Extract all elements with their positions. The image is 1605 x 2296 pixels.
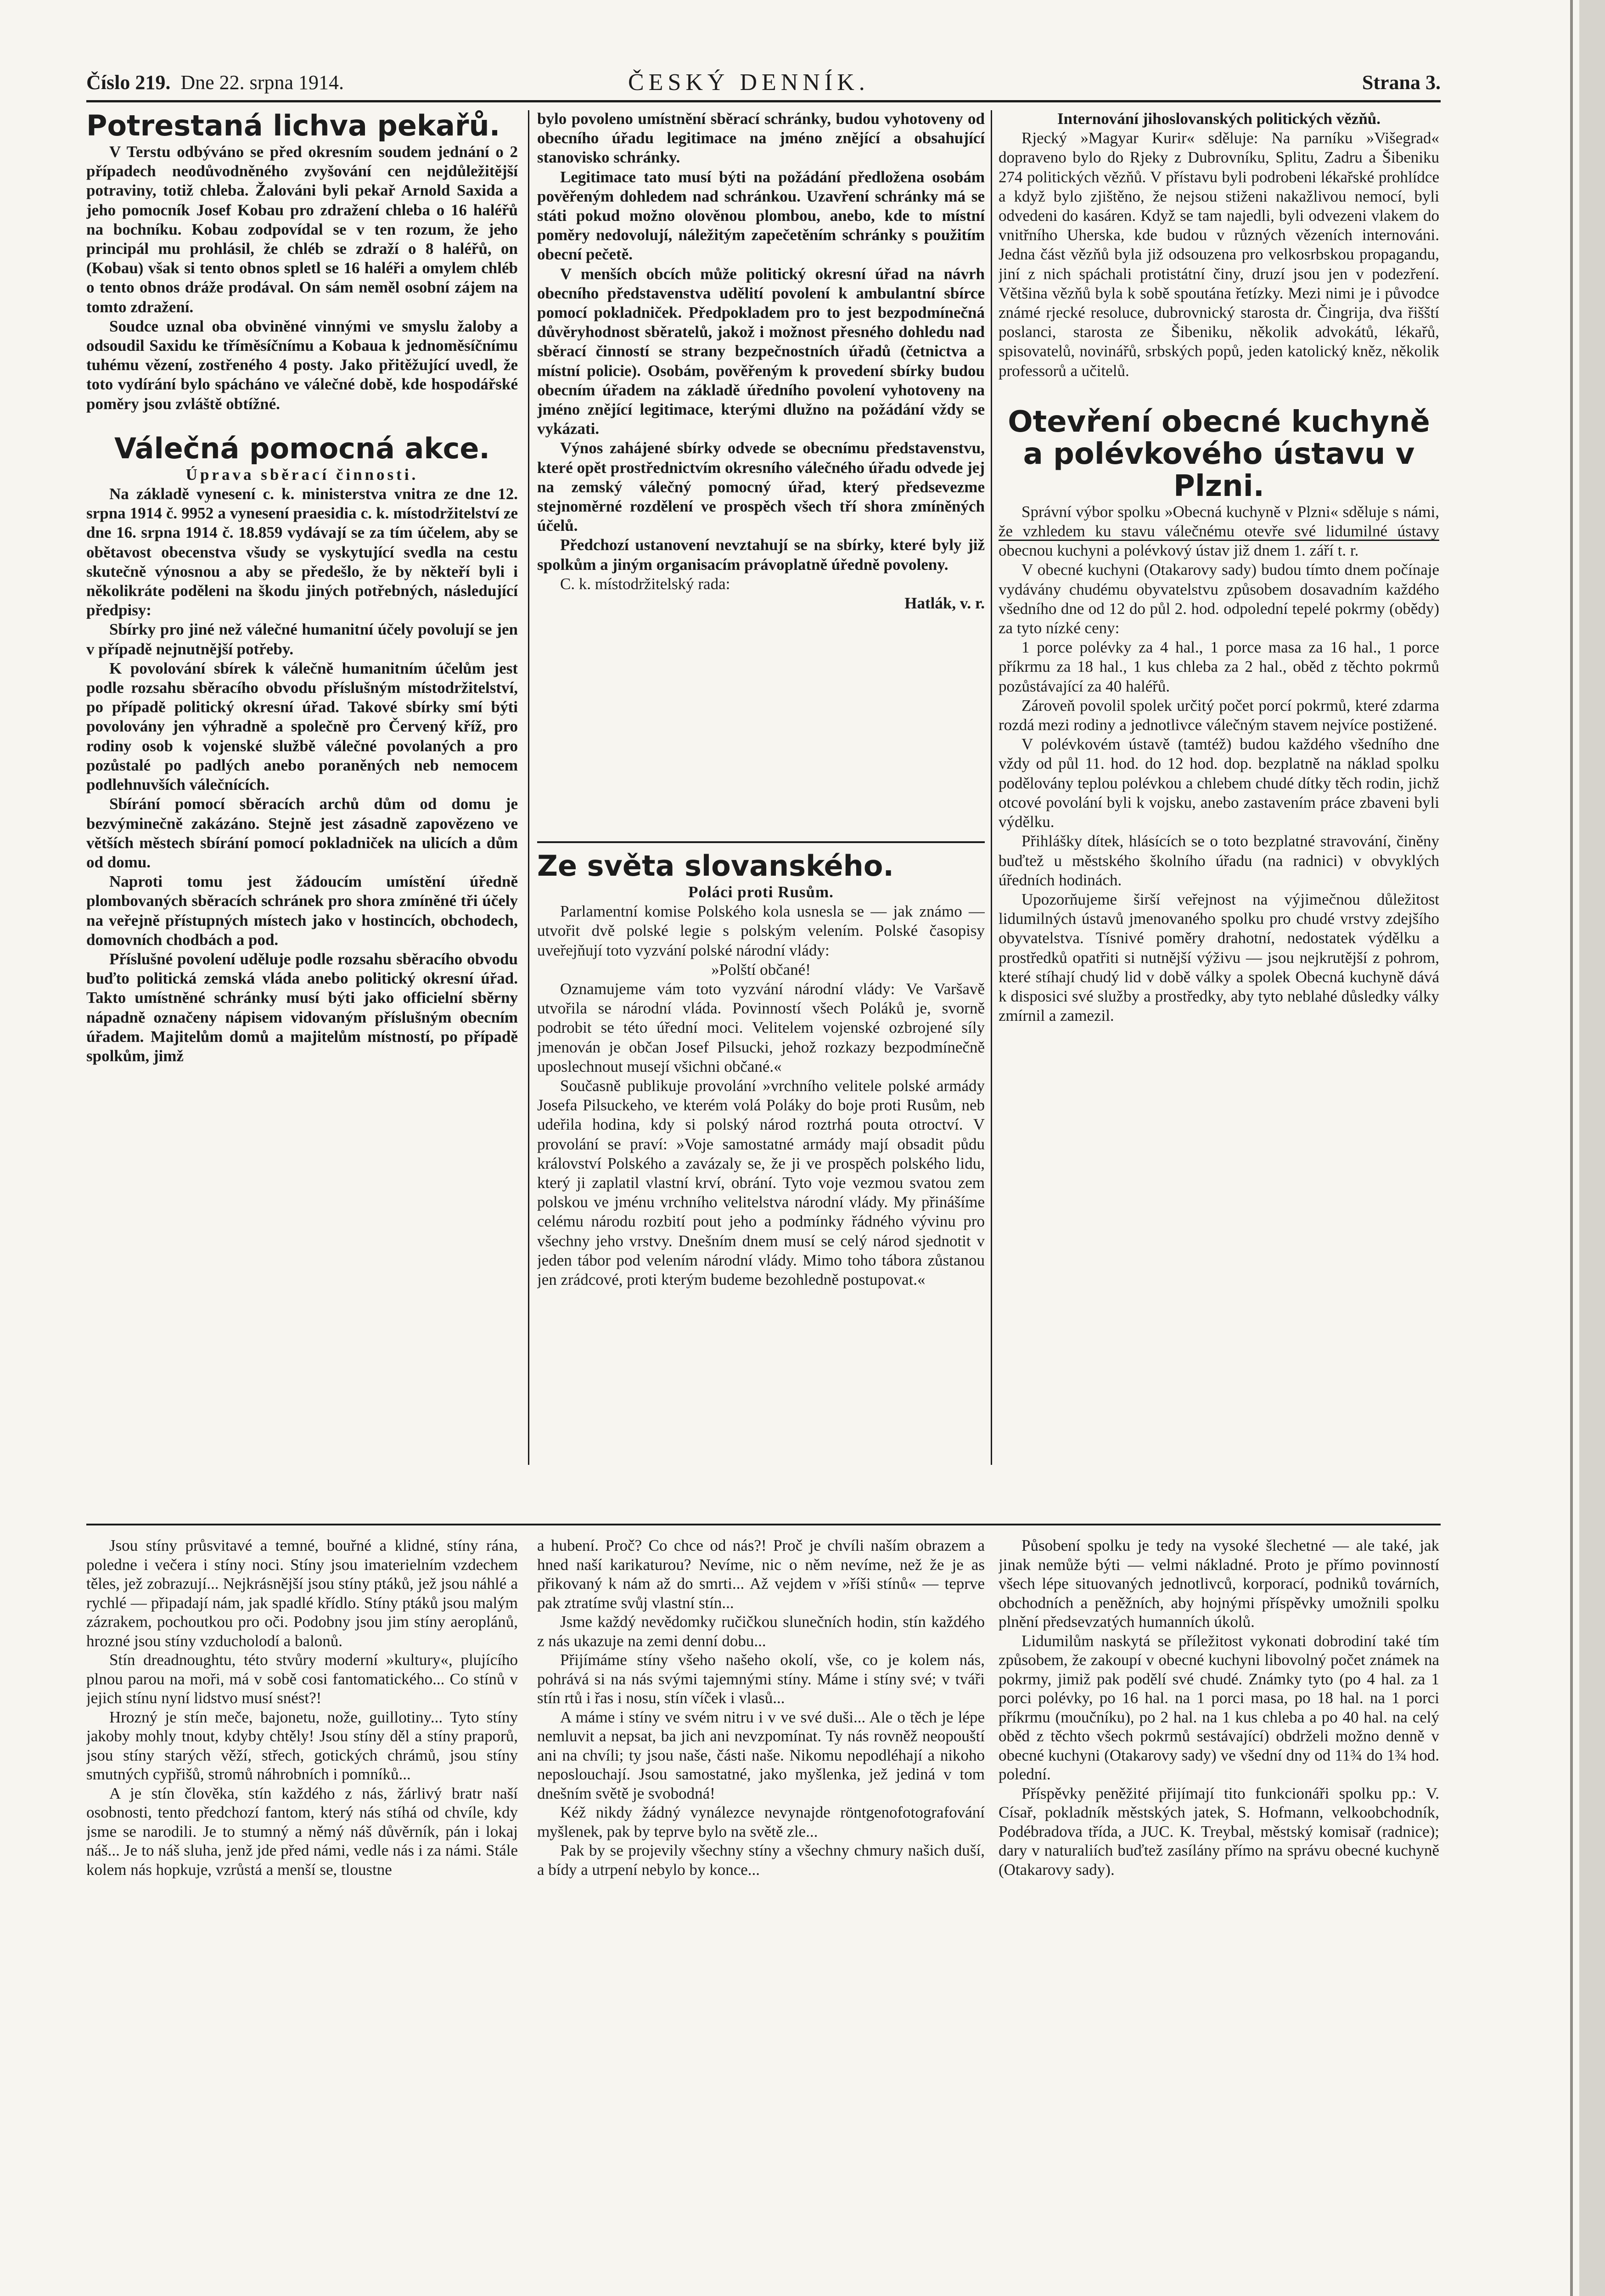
column-2 (537, 109, 985, 816)
binding-edge (1579, 0, 1605, 2296)
section-rule (537, 841, 985, 843)
paragraph: Příslušné povolení uděluje podle rozsahu sběracího obvodu buďto politická zemská vláda anebo politický okresní úřad. Takto umístněné schránky musí býti jako officielní sběrny nápadně označeny nápisem vidovaným příslušným obecním úřadem. Majitelům domů a majitelům místností, po případě spolkům, jimž (86, 950, 518, 1065)
page-header (86, 69, 1441, 101)
paragraph: A je stín člověka, stín každého z nás, žárlivý bratr naší osobnosti, tento předchozí fantom, který nás stíhá od chvíle, kdy jsme se narodili. Je to stumný a němý náš důvěrník, pán i lokaj náš... Je to náš sluha, jenž jde před námi, vedle nás i za námi. Stále kolem nás hopkuje, vzrůstá a menší se, tloustne (86, 1784, 518, 1879)
column-1 (86, 109, 518, 1464)
feuilleton-column-3 (999, 1536, 1439, 2252)
paragraph: Hrozný je stín meče, bajonetu, nože, guillotiny... Tyto stíny jakoby mohly tnout, kdyby chtěly! Jsou stíny děl a stíny praporů, jsou stíny starých věží, střech, gotických chrámů, jsou stíny smutných cypřišů, stromů náhrobních i pomníků... (86, 1708, 518, 1783)
paragraph: Rjecký »Magyar Kurir« sděluje: Na parníku »Višegrad« dopraveno bylo do Rjeky z Dubrovníku, Splitu, Zadru a Šibeniku 274 politických vězňů. V přístavu byli podrobeni lékařské prohlídce a když bylo zjištěno, že nejsou stiženi nakažlivou nemocí, byli odvedeni do kasáren. Když se tam najedli, byli odvezeni vlakem do vnitřního Uherska, kde budou v různých vězeních internováni. Jedna část vězňů byla již odsouzena pro velkosrbskou propagandu, jiní z nich spáchali protistátní činy, druzí jsou jen v podezření. Většina vězňů byla k sobě spoutána řetízky. Mezi nimi je i původce známé rjecké resoluce, dubrovnický starosta dr. Čingrija, dva řišští poslanci, starosta ze Šibeniku, několik advokátů, lékařů, spisovatelů, novinářů, srbských popů, jeden katolický kněz, několik professorů a učitelů. (999, 129, 1439, 380)
paragraph: Jsme každý nevědomky ručičkou slunečních hodin, stín každého z nás ukazuje na zemi denní dobu... (537, 1613, 985, 1650)
headline-slovansky: Ze světa slovanského. (537, 850, 894, 883)
paragraph: Soudce uznal oba obviněné vinnými ve smyslu žaloby a odsoudil Saxidu ke tříměsíčnímu a Kobaua k jednoměsíčnímu tuhému vězení, zostřeného 4 posty. Jako přitěžující uvedl, že toto vydírání bylo spácháno ve válečné době, kde hospodářské poměry jsou zvláště obtížné. (86, 317, 518, 413)
paragraph: Oznamujeme vám toto vyzvání národní vlády: Ve Varšavě utvořila se národní vláda. Povinností všech Poláků je, svorně podrobit se této úřední moci. Velitelem vojenské ozbrojené síly jmenován je občan Josef Pilsucki, jehož rozkazy bezpodmínečně uposlechnout musejí všichni občané.« (537, 980, 985, 1075)
paragraph: Pak by se projevily všechny stíny a všechny chmury našich duší, a bídy a utrpení nebylo by konce... (537, 1841, 985, 1879)
header-rule (86, 100, 1441, 102)
headline-pomocna: Válečná pomocná akce. (114, 431, 490, 465)
paragraph: V Terstu odbýváno se před okresním soudem jednání o 2 případech neodůvodněného zvyšování cen nejdůležitější potraviny, totiž chleba. Žalováni byli pekař Arnold Saxida a jeho pomocník Josef Kobau pro zdražení chleba o 16 haléřů na bochníku. Kobau zodpovídal se v ten rozum, že jeho principál mu prohlásil, že chléb se zdraží o 8 haléřů, on (Kobau) však si tento obnos spletl se 16 haléři a omylem chléb o tento obnos dráže prodával. On sám neměl osobní zájem na tomto zdražení. (86, 143, 518, 316)
paragraph: Sbírky pro jiné než válečné humanitní účely povolují se jen v případě nejnutnější potřeby. (86, 620, 518, 658)
feuilleton-column-2 (537, 1536, 985, 2252)
paragraph: Příspěvky peněžité přijímají tito funkcionáři spolku pp.: V. Císař, pokladník městských jatek, S. Hofmann, velkoobchodník, Podébradova třída, a JUC. K. Treybal, městský komisař (radnice); dary v naturaliích buďtež zasílány přímo na správu obecné kuchyně (Otakarovy sady). (999, 1784, 1439, 1879)
column-3 (999, 109, 1439, 1464)
headline-internovani: Internování jihoslovanských politických vězňů. (1057, 110, 1381, 128)
paragraph: Správní výbor spolku »Obecná kuchyně v Plzni« sděluje s námi, že vzhledem ku stavu válečnému otevře své lidumilné ústavy obecnou kuchyni a polévkový ústav již dnem 1. září t. r. (999, 502, 1439, 560)
headline-kuchyne: Otevření obecné kuchyně a polévkového ústavu v Plzni. (1008, 405, 1430, 503)
paragraph: 1 porce polévky za 4 hal., 1 porce masa za 16 hal., 1 porce příkrmu za 18 hal., 1 kus chleba za 2 hal., oběd z těchto pokrmů pozůstávající za 40 haléřů. (999, 638, 1439, 695)
paragraph: A máme i stíny ve svém nitru i v ve své duši... Ale o těch je lépe nemluvit a nepsat, ba jich ani nevzpomínat. Ty nás rovněž neopouští ani na chvíli; ty jsou naše, části naše. Nikomu nepodléhají a nikoho neposlouchají. Jsou samostatné, jako myšlenka, jež jediná v tom dnešním světě je svobodná! (537, 1708, 985, 1802)
paragraph: Výnos zahájené sbírky odvede se obecnímu představenstvu, které opět prostřednictvím okresního válečného úřadu odvede jej na zemský válečný pomocný úřad, který předsevezme stejnoměrné rozdělení ve prospěch všech tří shora zmíněných účelů. (537, 439, 985, 535)
paragraph: Na základě vynesení c. k. ministerstva vnitra ze dne 12. srpna 1914 č. 9952 a vynesení praesidia c. k. místodržitelství ze dne 16. srpna 1914 č. 18.859 vydávají se za tím účelem, aby se obětavost obecenstva všudy se vyskytující svedla na cestu skutečně výnosnou a aby se předešlo, že by někteří byli i několikráte poděleni na škodu jiných potřebných, následující předpisy: (86, 485, 518, 619)
feuilleton-column-1 (86, 1536, 518, 2252)
subheadline-pomocna: Úprava sběrací činnosti. (185, 465, 419, 484)
binding-shadow (1570, 0, 1573, 2296)
signature-label: C. k. místodržitelský rada: (560, 574, 730, 593)
paragraph: Parlamentní komise Polského kola usnesla se — jak známo — utvořit dvě polské legie s polským velením. Polské časopisy uveřejňují toto vyzvání polské národní vlády: (537, 902, 985, 959)
feuilleton-rule (86, 1524, 1441, 1525)
paragraph: V obecné kuchyni (Otakarovy sady) budou tímto dnem počínaje vydávány chudému obyvatelstvu způsobem dosavadním každého všedního dne od 12 do půl 2. hod. odpolední tepelé pokrmy (obědy) za tyto nízké ceny: (999, 561, 1439, 637)
paragraph: Předchozí ustanovení nevztahují se na sbírky, které byly již spolkům a jiným organisacím právoplatně úředně povoleny. (537, 536, 985, 574)
paragraph: Lidumilům naskytá se příležitost vykonati dobrodiní také tím způsobem, že zakoupí v obecné kuchyni libovolný počet známek na pokrmy, jimiž pak podělí své chudé. Známky tyto (po 4 hal. za 1 porci polévky, po 16 hal. na 1 porci masa, po 18 hal. na 1 porci příkrmu (moučníku), po 2 hal. na 1 kus chleba a po 40 hal. na celý oběd z těchto všech pokrmů sestávající) obdrželi možno denně v obecné kuchyni (Otakarovy sady) ve všední dny od 11¾ do 1¾ hod. polední. (999, 1632, 1439, 1783)
paragraph: »Polští občané! (711, 960, 811, 979)
paragraph: bylo povoleno umístnění sběrací schránky, budou vyhotoveny od obecního úřadu legitimace na jméno znějící a obsahující stanovisko schránky. (537, 110, 985, 167)
newspaper-title: ČESKÝ DENNÍK. (628, 69, 870, 96)
paragraph: Kéž nikdy žádný vynálezce nevynajde röntgenofotografování myšlenek, pak by teprve bylo na světě zle... (537, 1803, 985, 1840)
paragraph: Působení spolku je tedy na vysoké šlechetné — ale také, jak jinak nemůže býti — velmi nákladné. Proto je přímo povinností všech lépe situovaných jednotlivců, korporací, podniků továrních, obchodních a peněžních, aby hojnými příspěvky umožnili spolku plnění předsevzatých humanních úkolů. (999, 1536, 1439, 1631)
headline-lichva: Potrestaná lichva pekařů. (86, 109, 500, 142)
issue-number: Číslo 219. Dne 22. srpna 1914. (86, 71, 344, 94)
signature-name: Hatlák, v. r. (904, 594, 985, 613)
paragraph: V polévkovém ústavě (tamtéž) budou každého všedního dne vždy od půl 11. hod. do 12 hod. dop. bezplatně na náklad spolku podělovány teplou polévkou a chlebem chudé dítky těch rodin, jichž otcové povolání byli k vojsku, anebo zastavením práce zbaveni byli výdělku. (999, 735, 1439, 831)
paragraph: V menších obcích může politický okresní úřad na návrh obecního představenstva udělití povolení k ambulantní sbírce pomocí pokladniček. Předpokladem pro to jest bezpodmínečná důvěryhodnost sběratelů, jakož i možnost přesného dohledu nad sběrací činností se strany bezpečnostních úřadů (četnictva a místní policie). Osobám, pověřeným k provedení sbírky budou obecním úřadem na základě úředního povolení vyhotoveny na jméno znějící legitimace, kterými dlužno na požádání vždy se vykázati. (537, 264, 985, 438)
paragraph: K povolování sbírek k válečně humanitním účelům jest podle rozsahu sběracího obvodu příslušným místodržitelství, po případě politický okresní úřad. Takové sbírky smí býti povolovány jen výhradně a společně pro Červený kříž, pro rodiny osob k vojenské službě válečné povolaných a pro pozůstalé po padlých anebo poraněných neb nemocem podlehnuvších válečnících. (86, 659, 518, 794)
paragraph: Stín dreadnoughtu, této stvůry moderní »kultury«, plujícího plnou parou na moři, má v sobě cosi fantomatického... Co stínů v jejich stínu nyní lidstvo musí snést?! (86, 1651, 518, 1707)
page-number: Strana 3. (1362, 71, 1441, 94)
subheadline-slovansky: Poláci proti Rusům. (688, 883, 834, 901)
paragraph: Současně publikuje provolání »vrchního velitele polské armády Josefa Pilsuckeho, ve kterém volá Poláky do boje proti Rusům, neb udeřila hodina, kdy si polský národ roztrhá pouta otroctví. V provolání se praví: »Voje samostatné armády mají obsadit půdu království Polského a zavázaly se, že ji ve prospěch polského lidu, který ji zaplatil vlastní krví, obrání. Tyto voje vezmou svatou zem polskou ve jménu vrchního velitelstva národní vlády. My přinášíme celému národu rozbití pout jeho a podmínky řádného vývinu pro všechny jeho vrstvy. Dnešním dnem musí se celý národ sjednotit v jeden tábor pod velením národní vlády. Mimo toho tábora zůstanou jen zrádcové, proti kterým budeme bezohledně postupovat.« (537, 1077, 985, 1289)
paragraph: Zároveň povolil spolek určitý počet porcí pokrmů, které zdarma rozdá mezi rodiny a jednotlivce válečným stavem nejvíce postižené. (999, 696, 1439, 734)
paragraph: a hubení. Proč? Co chce od nás?! Proč je chvíli naším obrazem a hned naší karikaturou? Nevíme, nic o něm nevíme, než že je as přikovaný k nám až do smrti... Až vejdem v »říši stínů« — teprve pak ztratíme svůj vlastní stín... (537, 1536, 985, 1612)
paragraph: Legitimace tato musí býti na požádání předložena osobám pověřeným dohledem nad schránkou. Uzavření schránky má se státi pokud možno olověnou plombou, anebo, kde to místní poměry nedovolují, náležitým zapečetěním schránky s použitím obecní pečetě. (537, 168, 985, 264)
column-2-lower (537, 850, 985, 1515)
paragraph: Upozorňujeme širší veřejnost na výjimečnou důležitost lidumilných ústavů jmenovaného spolku pro chudé vrstvy zdejšího obyvatelstva. Tísnivé poměry drahotní, nedostatek výdělku a prostředků opatřiti si nutnější výživu — jsou nejkrutější z pohrom, které stíhají chudý lid v době války a spolek Obecná kuchyně dává k disposici své služby a prostředky, aby tyto neblahé důsledky války zmírnil a zamezil. (999, 890, 1439, 1025)
paragraph: Sbírání pomocí sběracích archů dům od domu je bezvýminečně zakázáno. Stejně jest zásadně zapovězeno ve větších městech sbírání pomocí pokladniček na ulicích a dům od domu. (86, 795, 518, 871)
paragraph: Jsou stíny průsvitavé a temné, bouřné a klidné, stíny rána, poledne i večera i stíny noci. Stíny jsou imaterielním vzdechem těles, jež zobrazují... Nejkrásnější jsou stíny ptáků, jež jsou náhlé a rychlé — připadají nám, jak spadlé křídlo. Stíny ptáků jsou malým zázrakem, pochoutkou pro oči. Podobny jsou jim stíny aeroplánů, hrozné jsou stíny vzducholodí a balonů. (86, 1536, 518, 1650)
paragraph: Přihlášky dítek, hlásících se o toto bezplatné stravování, činěny buďtež u městského školního úřadu (na radnici) v obvyklých úředních hodinách. (999, 832, 1439, 889)
column-divider (528, 110, 529, 1465)
paragraph: Přijímáme stíny všeho našeho okolí, vše, co je kolem nás, pohrává si na nás svými tajemnými stíny. Máme i stíny své; v tváři stín rtů i řas i nosu, stín víček i vlasů... (537, 1651, 985, 1707)
column-divider (991, 110, 992, 1465)
paragraph: Naproti tomu jest žádoucím umístění úředně plombovaných sběracích schránek pro shora zmíněné tři účely na veřejně přístupných místech jako v hostincích, obchodech, domovních chodbách a pod. (86, 872, 518, 949)
